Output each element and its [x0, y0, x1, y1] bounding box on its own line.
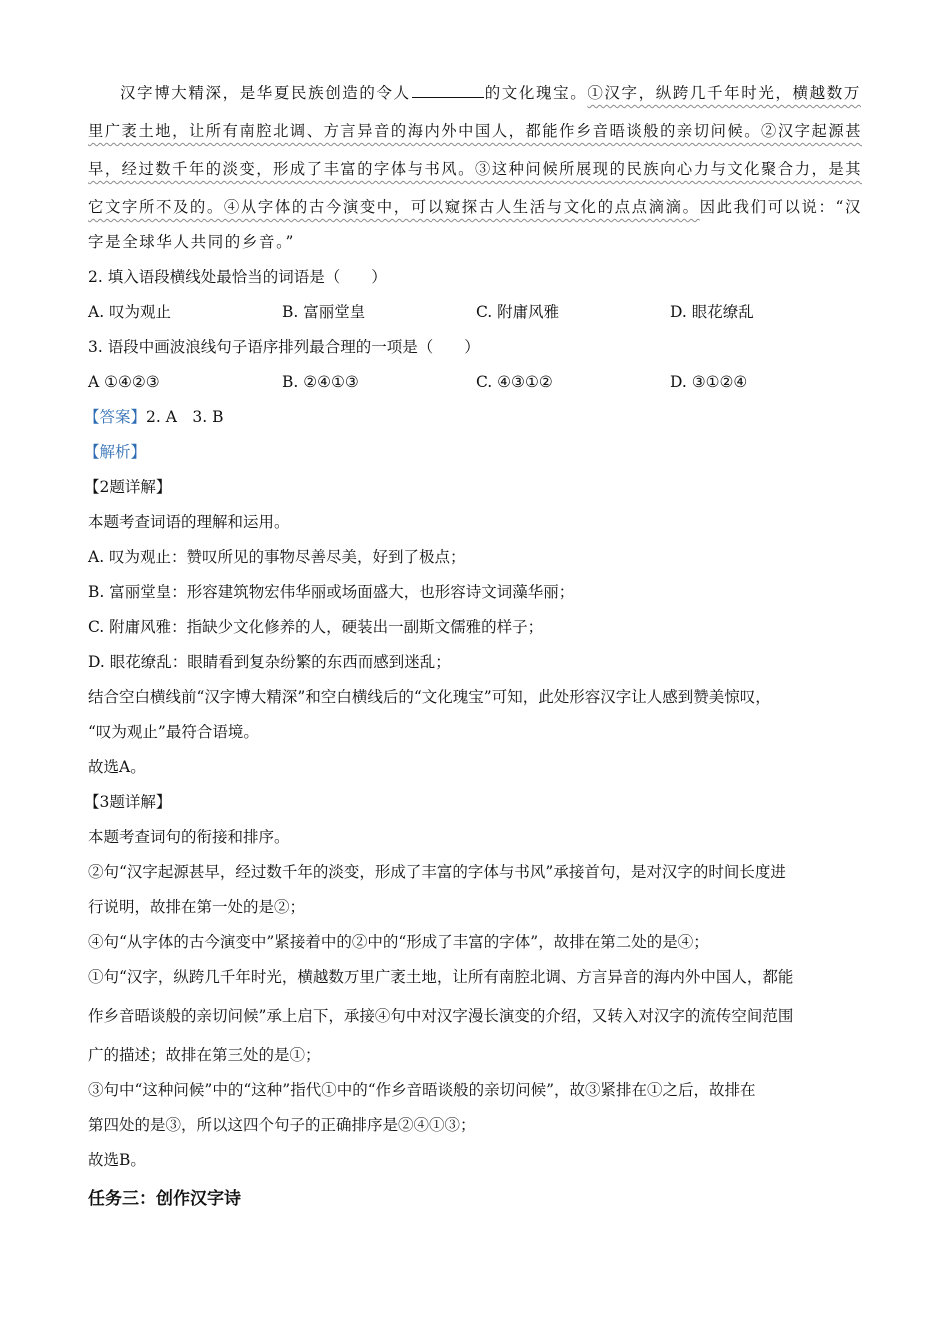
detail-2-line: B. 富丽堂皇：形容建筑物宏伟华丽或场面盛大，也形容诗文词藻华丽； — [88, 583, 575, 601]
detail-3-line: 行说明，故排在第一处的是②； — [88, 898, 306, 916]
q2-option-c: C. 附庸风雅 — [476, 303, 560, 321]
passage-line-1 — [120, 83, 861, 103]
q3-option-d: D. ③①②④ — [670, 373, 748, 391]
answer-text: 2. A 3. B — [146, 408, 224, 426]
detail-2-line: “叹为观止”最符合语境。 — [88, 723, 259, 741]
wavy-sentence: 它文字所不及的。④从字体的古今演变中，可以窥探古人生活与文化的点点滴滴。 — [88, 198, 700, 216]
detail-3-line: ①句“汉字，纵跨几千年时光，横越数万里广袤土地，让所有南腔北调、方言异音的海内外中国人，都能 — [88, 968, 794, 986]
q3-option-b: B. ②④①③ — [282, 373, 359, 391]
answer-tag: 【答案】 — [84, 408, 147, 426]
q2-option-d: D. 眼花缭乱 — [670, 303, 754, 321]
question-2-stem: 2. 填入语段横线处最恰当的词语是（ ） — [88, 268, 387, 286]
detail-2-line: 结合空白横线前“汉字博大精深”和空白横线后的“文化瑰宝”可知，此处形容汉字让人感到赞美惊叹， — [88, 688, 771, 706]
fill-blank — [412, 83, 484, 98]
wavy-sentence: ①汉字，纵跨几千年时光，横越数万 — [587, 84, 861, 102]
detail-3-line: ③句中“这种问候”中的“这种”指代①中的“作乡音晤谈般的亲切问候”，故③紧排在①之后，故排在 — [88, 1081, 756, 1099]
detail-2-line: D. 眼花缭乱：眼睛看到复杂纷繁的东西而感到迷乱； — [88, 653, 451, 671]
detail-3-line: 本题考查词句的衔接和排序。 — [88, 828, 290, 846]
detail-2-line: A. 叹为观止：赞叹所见的事物尽善尽美，好到了极点； — [88, 548, 466, 566]
task-heading: 任务三：创作汉字诗 — [88, 1189, 241, 1209]
detail-3-line: 故选B。 — [88, 1151, 146, 1169]
question-3-stem: 3. 语段中画波浪线句子语序排列最合理的一项是（ ） — [88, 338, 480, 356]
passage-line-3: 早，经过数千年的淡变，形成了丰富的字体与书风。③这种问候所展现的民族向心力与文化聚合力，是其 — [88, 160, 863, 178]
detail-3-line: ②句“汉字起源甚早，经过数千年的淡变，形成了丰富的字体与书风”承接首句，是对汉字的时间长度进 — [88, 863, 786, 881]
detail-2-line: C. 附庸风雅：指缺少文化修养的人，硬装出一副斯文儒雅的样子； — [88, 618, 544, 636]
detail-3-line: 广的描述；故排在第三处的是①； — [88, 1046, 321, 1064]
passage-text: 因此我们可以说：“汉 — [699, 198, 862, 216]
passage-line-5: 字是全球华人共同的乡音。” — [88, 233, 295, 251]
passage-line-2: 里广袤土地，让所有南腔北调、方言异音的海内外中国人，都能作乡音晤谈般的亲切问候。②汉字起源甚 — [88, 122, 863, 140]
passage-text: 的文化瑰宝。 — [484, 84, 588, 102]
analysis-tag: 【解析】 — [84, 443, 147, 461]
detail-3-line: 作乡音晤谈般的亲切问候”承上启下，承接④句中对汉字漫长演变的介绍，又转入对汉字的流传空间范围 — [88, 1007, 794, 1025]
detail-3-line: ④句“从字体的古今演变中”紧接着中的②中的“形成了丰富的字体”，故排在第二处的是④； — [88, 933, 709, 951]
answer-line — [84, 407, 224, 427]
detail-3-line: 第四处的是③，所以这四个句子的正确排序是②④①③； — [88, 1116, 476, 1134]
q2-option-b: B. 富丽堂皇 — [282, 303, 366, 321]
passage-text: 汉字博大精深，是华夏民族创造的令人 — [120, 84, 411, 102]
q3-option-c: C. ④③①② — [476, 373, 553, 391]
detail-2-title: 【2题详解】 — [84, 478, 172, 496]
q2-option-a: A. 叹为观止 — [88, 303, 172, 321]
detail-3-title: 【3题详解】 — [84, 793, 172, 811]
q3-option-a: A ①④②③ — [88, 373, 160, 391]
detail-2-line: 本题考查词语的理解和运用。 — [88, 513, 290, 531]
detail-2-line: 故选A。 — [88, 758, 146, 776]
passage-line-4 — [88, 197, 862, 217]
